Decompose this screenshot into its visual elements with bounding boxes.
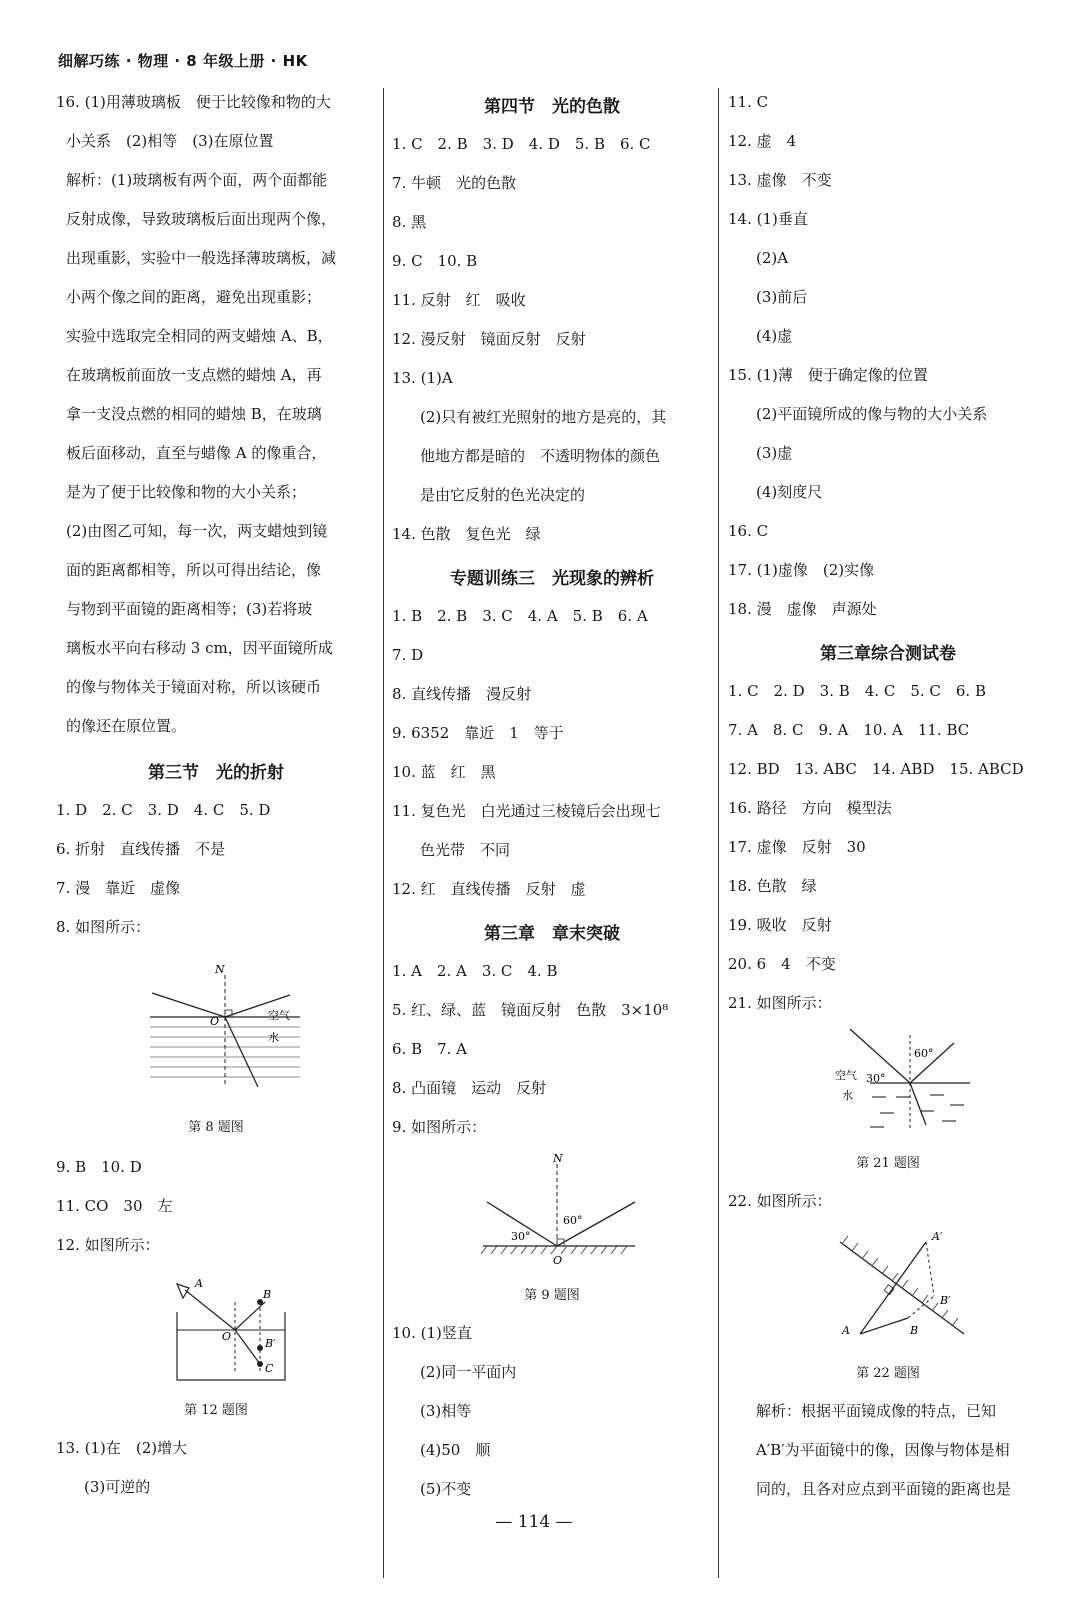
- text-line: 16. C: [728, 522, 769, 540]
- fig22-label: B: [910, 1324, 919, 1337]
- text-line: (2)平面镜所成的像与物的大小关系: [756, 405, 988, 423]
- text-line: 17. (1)虚像 (2)实像: [728, 561, 875, 579]
- text-line: 反射成像，导致玻璃板后面出现两个像，: [66, 210, 337, 228]
- text-line: 13. (1)A: [392, 369, 453, 387]
- fig8-label: 水: [268, 1031, 279, 1044]
- text-line: (2)同一平面内: [420, 1363, 517, 1381]
- page-number: — 114 —: [495, 1512, 573, 1532]
- text-line: 在玻璃板前面放一支点燃的蜡烛 A，再: [66, 366, 322, 384]
- section-title: 第三节 光的折射: [148, 763, 284, 783]
- fig9-label: 60°: [563, 1214, 583, 1227]
- text-line: (5)不变: [420, 1480, 472, 1498]
- text-line: 拿一支没点燃的相同的蜡烛 B，在玻璃: [66, 405, 322, 423]
- text-line: 与物到平面镜的距离相等；(3)若将玻: [66, 600, 313, 618]
- text-line: (2)由图乙可知，每一次，两支蜡烛到镜: [66, 522, 328, 540]
- column-divider: [718, 88, 719, 1578]
- text-line: 1. B 2. B 3. C 4. A 5. B 6. A: [392, 607, 648, 625]
- text-line: (2)A: [756, 249, 789, 267]
- text-line: 13. (1)在 (2)增大: [56, 1439, 188, 1457]
- text-line: 出现重影，实验中一般选择薄玻璃板，减: [66, 249, 337, 267]
- text-line: 1. C 2. B 3. D 4. D 5. B 6. C: [392, 135, 651, 153]
- figure-caption: 第 8 题图: [188, 1120, 244, 1135]
- text-line: 12. 漫反射 镜面反射 反射: [392, 330, 586, 348]
- text-line: (2)只有被红光照射的地方是亮的，其: [420, 408, 667, 426]
- figure-21-refraction: [830, 1025, 980, 1135]
- section-title: 第三章 章末突破: [484, 924, 620, 944]
- text-line: 7. D: [392, 646, 424, 664]
- fig22-label: B′: [940, 1294, 951, 1307]
- text-line: 1. A 2. A 3. C 4. B: [392, 962, 558, 980]
- text-line: 11. 复色光 白光通过三棱镜后会出现七: [392, 802, 661, 820]
- text-line: 实验中选取完全相同的两支蜡烛 A、B，: [66, 327, 333, 345]
- text-line: 12. 如图所示：: [56, 1236, 160, 1254]
- fig8-label: 空气: [268, 1009, 290, 1022]
- section-title: 第三章综合测试卷: [820, 644, 956, 664]
- text-line: 10. 蓝 红 黑: [392, 763, 496, 781]
- text-line: 11. C: [728, 93, 769, 111]
- figure-caption: 第 9 题图: [524, 1288, 580, 1303]
- text-line: 7. A 8. C 9. A 10. A 11. BC: [728, 721, 970, 739]
- figure-caption: 第 21 题图: [856, 1156, 920, 1171]
- text-line: (3)虚: [756, 444, 793, 462]
- fig8-label: O: [210, 1015, 220, 1028]
- text-line: 20. 6 4 不变: [728, 955, 836, 973]
- text-line: 解析：根据平面镜成像的特点，已知: [756, 1402, 997, 1420]
- text-line: 5. 红、绿、蓝 镜面反射 色散 3×10⁸: [392, 1001, 669, 1019]
- figure-22-mirror: [828, 1222, 978, 1352]
- text-line: 7. 牛顿 光的色散: [392, 174, 517, 192]
- fig12-label: A: [195, 1277, 203, 1290]
- text-line: 14. (1)垂直: [728, 210, 808, 228]
- fig22-label: A′: [932, 1230, 943, 1243]
- text-line: 6. 折射 直线传播 不是: [56, 840, 226, 858]
- text-line: (3)可逆的: [84, 1478, 151, 1496]
- column-divider: [383, 88, 384, 1578]
- fig9-label: O: [553, 1254, 563, 1267]
- text-line: 13. 虚像 不变: [728, 171, 832, 189]
- text-line: 12. BD 13. ABC 14. ABD 15. ABCD: [728, 760, 1024, 778]
- figure-9-reflection: [475, 1150, 645, 1270]
- fig12-label: O: [222, 1330, 232, 1343]
- text-line: 1. C 2. D 3. B 4. C 5. C 6. B: [728, 682, 986, 700]
- text-line: 璃板水平向右移动 3 cm，因平面镜所成: [66, 639, 333, 657]
- text-line: 同的，且各对应点到平面镜的距离也是: [756, 1480, 1012, 1498]
- fig21-label: 30°: [866, 1072, 886, 1085]
- text-line: 12. 虚 4: [728, 132, 797, 150]
- text-line: 8. 直线传播 漫反射: [392, 685, 532, 703]
- text-line: 6. B 7. A: [392, 1040, 468, 1058]
- fig22-label: A: [842, 1324, 850, 1337]
- text-line: 的像还在原位置。: [66, 717, 187, 735]
- text-line: 18. 色散 绿: [728, 877, 817, 895]
- text-line: 板后面移动，直至与蜡像 A 的像重合，: [66, 444, 327, 462]
- text-line: 9. C 10. B: [392, 252, 478, 270]
- text-line: 17. 虚像 反射 30: [728, 838, 866, 856]
- text-line: 22. 如图所示：: [728, 1192, 832, 1210]
- text-line: 是为了便于比较像和物的大小关系；: [66, 483, 307, 501]
- fig9-label: N: [553, 1152, 563, 1165]
- text-line: 9. B 10. D: [56, 1158, 142, 1176]
- fig12-label: B′: [265, 1337, 276, 1350]
- text-line: 小两个像之间的距离，避免出现重影；: [66, 288, 322, 306]
- text-line: (4)刻度尺: [756, 483, 823, 501]
- figure-caption: 第 12 题图: [184, 1403, 248, 1418]
- text-line: A′B′为平面镜中的像，因像与物体是相: [756, 1441, 1010, 1459]
- text-line: 色光带 不同: [420, 841, 511, 859]
- text-line: (4)虚: [756, 327, 793, 345]
- text-line: 1. D 2. C 3. D 4. C 5. D: [56, 801, 271, 819]
- fig12-label: C: [265, 1362, 274, 1375]
- section-title: 专题训练三 光现象的辨析: [450, 569, 654, 589]
- text-line: 是由它反射的色光决定的: [420, 486, 586, 504]
- text-line: 16. 路径 方向 模型法: [728, 799, 892, 817]
- text-line: 解析：(1)玻璃板有两个面，两个面都能: [66, 171, 328, 189]
- text-line: (4)50 顺: [420, 1441, 491, 1459]
- text-line: 7. 漫 靠近 虚像: [56, 879, 181, 897]
- text-line: 面的距离都相等，所以可得出结论，像: [66, 561, 322, 579]
- fig9-label: 30°: [511, 1230, 531, 1243]
- text-line: 15. (1)薄 便于确定像的位置: [728, 366, 928, 384]
- figure-8-refraction: [140, 955, 310, 1095]
- text-line: 8. 凸面镜 运动 反射: [392, 1079, 547, 1097]
- text-line: 11. CO 30 左: [56, 1197, 173, 1215]
- text-line: 8. 黑: [392, 213, 427, 231]
- text-line: 14. 色散 复色光 绿: [392, 525, 541, 543]
- text-line: 11. 反射 红 吸收: [392, 291, 526, 309]
- text-line: 10. (1)竖直: [392, 1324, 472, 1342]
- fig21-label: 60°: [914, 1047, 934, 1060]
- text-line: 18. 漫 虚像 声源处: [728, 600, 877, 618]
- fig21-label: 水: [842, 1089, 853, 1102]
- text-line: 9. 如图所示：: [392, 1118, 487, 1136]
- text-line: 他地方都是暗的 不透明物体的颜色: [420, 447, 661, 465]
- text-line: 21. 如图所示：: [728, 994, 832, 1012]
- page-header: 细解巧练 · 物理 · 8 年级上册 · HK: [58, 52, 308, 70]
- text-line: 12. 红 直线传播 反射 虚: [392, 880, 586, 898]
- fig8-label: N: [215, 963, 225, 976]
- fig21-label: 空气: [835, 1069, 857, 1082]
- section-title: 第四节 光的色散: [484, 97, 620, 117]
- text-line: (3)相等: [420, 1402, 472, 1420]
- text-line: 小关系 (2)相等 (3)在原位置: [66, 132, 274, 150]
- text-line: (3)前后: [756, 288, 808, 306]
- text-line: 9. 6352 靠近 1 等于: [392, 724, 564, 742]
- text-line: 19. 吸收 反射: [728, 916, 832, 934]
- text-line: 16. (1)用薄玻璃板 便于比较像和物的大: [56, 93, 331, 111]
- figure-12-diagram: [165, 1272, 300, 1387]
- text-line: 的像与物体关于镜面对称，所以该硬币: [66, 678, 322, 696]
- text-line: 8. 如图所示：: [56, 918, 151, 936]
- fig12-label: B: [263, 1288, 272, 1301]
- figure-caption: 第 22 题图: [856, 1366, 920, 1381]
